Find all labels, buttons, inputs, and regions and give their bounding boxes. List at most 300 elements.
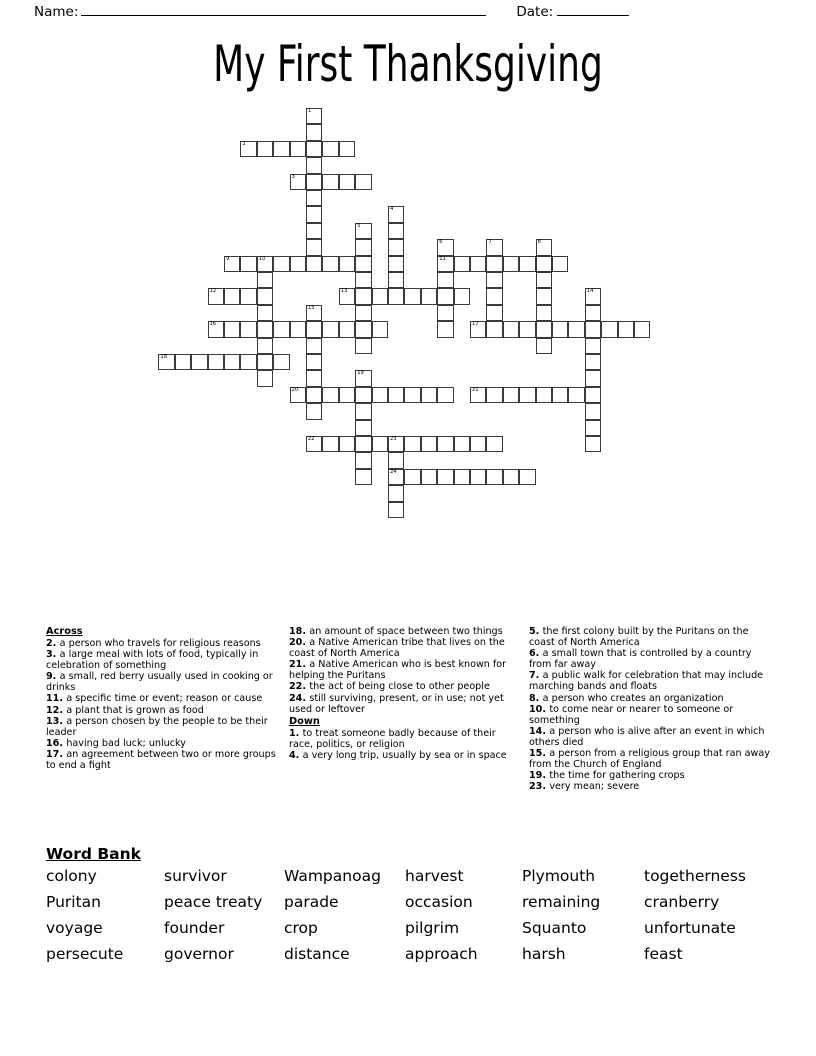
word-bank-word: Plymouth [522,867,596,885]
crossword-cell[interactable] [536,338,552,354]
crossword-cell[interactable] [421,288,437,304]
crossword-cell[interactable] [355,420,371,436]
word-bank-word: parade [284,893,339,911]
clue-item [46,671,278,693]
crossword-cell[interactable] [306,403,322,419]
word-bank-word: approach [405,945,478,963]
crossword-cell[interactable] [355,387,371,403]
crossword-cell[interactable] [290,256,306,272]
crossword-cell[interactable] [322,321,338,337]
crossword-cell[interactable] [618,321,634,337]
crossword-cell[interactable] [273,141,289,157]
clue-item [289,626,517,637]
clues-section [0,626,816,831]
crossword-cell[interactable] [585,420,601,436]
crossword-cell-number: 15 [308,304,315,311]
crossword-cell[interactable] [339,436,355,452]
clue-number: 8. [529,692,543,704]
crossword-cell[interactable] [454,288,470,304]
crossword-cell[interactable] [339,321,355,337]
crossword-cell[interactable] [519,469,535,485]
word-bank-word: governor [164,945,234,963]
crossword-cell[interactable] [536,305,552,321]
crossword-cell[interactable] [388,387,404,403]
crossword-cell[interactable] [421,469,437,485]
crossword-cell[interactable] [208,354,224,370]
word-bank-word: survivor [164,867,227,885]
across-heading: Across [46,626,83,637]
crossword-cell[interactable] [486,272,502,288]
crossword-cell[interactable] [355,305,371,321]
clue-number: 23. [529,781,550,793]
crossword-cell[interactable] [585,305,601,321]
crossword-cell[interactable] [339,256,355,272]
crossword-cell[interactable] [208,321,224,337]
crossword-cell[interactable] [388,223,404,239]
crossword-cell[interactable] [355,452,371,468]
crossword-cell-number: 9 [226,255,230,262]
crossword-cell[interactable] [585,403,601,419]
crossword-cell[interactable] [421,387,437,403]
crossword-cell[interactable] [339,387,355,403]
clue-text: to come near or nearer to someone or something [529,703,734,726]
clue-item [529,693,774,704]
clue-item [46,749,278,771]
crossword-cell[interactable] [273,256,289,272]
word-bank-word: Puritan [46,893,101,911]
clue-item [289,693,517,715]
crossword-cell[interactable] [240,288,256,304]
crossword-cell[interactable] [437,239,453,255]
clue-text: to treat someone badly because of their race, politics, or religion [289,727,496,750]
clue-item [289,750,517,761]
clue-text: the act of being close to other people [309,681,490,693]
clue-number: 16. [46,737,67,749]
word-bank-word: colony [46,867,97,885]
crossword-cell[interactable] [585,436,601,452]
clue-number: 2. [46,638,60,649]
crossword-cell[interactable] [388,436,404,452]
clues-column-2-down-body [289,728,517,761]
crossword-cell[interactable] [322,436,338,452]
clues-column-2-across-body [289,626,517,715]
crossword-cell[interactable] [355,239,371,255]
down-heading: Down [289,715,320,727]
crossword-cell[interactable] [372,436,388,452]
word-bank-word: crop [284,919,318,937]
crossword-cell[interactable] [404,469,420,485]
clue-text: a plant that is grown as food [66,704,204,716]
crossword-grid[interactable] [0,100,816,530]
crossword-cell[interactable] [290,387,306,403]
clue-text: a person who travels for religious reasons [59,638,261,649]
clue-number: 24. [289,692,310,704]
crossword-cell[interactable] [437,321,453,337]
crossword-cell[interactable] [388,288,404,304]
clue-text: a small, red berry usually used in cooking or drinks [46,671,273,694]
crossword-cell[interactable] [437,256,453,272]
word-bank-word: occasion [405,893,473,911]
crossword-cell[interactable] [355,370,371,386]
crossword-cell[interactable] [191,354,207,370]
clue-item [46,638,278,649]
clue-text: still surviving, present, or in use; not yet used or leftover [289,692,504,715]
crossword-cell[interactable] [536,387,552,403]
crossword-cell[interactable] [388,485,404,501]
clue-text: having bad luck; unlucky [66,737,186,749]
word-bank-heading: Word Bank [46,845,141,863]
clues-column-1 [46,626,278,771]
crossword-cell[interactable] [224,256,240,272]
clue-number: 1. [289,727,303,739]
crossword-cell[interactable] [536,239,552,255]
crossword-cell[interactable] [372,387,388,403]
crossword-cell[interactable] [306,387,322,403]
crossword-cell[interactable] [339,288,355,304]
crossword-cell[interactable] [536,256,552,272]
clue-text: a Native American who is best known for helping the Puritans [289,659,507,682]
crossword-cell[interactable] [257,338,273,354]
word-bank-word: feast [644,945,683,963]
crossword-cell[interactable] [503,256,519,272]
clues-column-2 [289,626,517,761]
word-bank-word: pilgrim [405,919,460,937]
word-bank-word: distance [284,945,350,963]
crossword-cell[interactable] [388,469,404,485]
name-write-line[interactable] [81,4,486,16]
crossword-cell[interactable] [454,436,470,452]
crossword-cell[interactable] [585,338,601,354]
crossword-cell[interactable] [306,305,322,321]
crossword-cell[interactable] [306,321,322,337]
crossword-cell[interactable] [486,469,502,485]
crossword-cell[interactable] [470,321,486,337]
crossword-cell[interactable] [322,174,338,190]
clue-item [529,704,774,726]
clue-text: a very long trip, usually by sea or in space [302,749,507,761]
crossword-cell[interactable] [355,223,371,239]
crossword-cell[interactable] [404,436,420,452]
crossword-cell[interactable] [306,370,322,386]
crossword-cell[interactable] [322,141,338,157]
clue-number: 18. [289,626,310,637]
clue-item [529,748,774,770]
clue-item [289,637,517,659]
crossword-cell[interactable] [208,288,224,304]
crossword-cell[interactable] [552,256,568,272]
clue-number: 13. [46,715,67,727]
clue-item [529,726,774,748]
crossword-cell[interactable] [306,124,322,140]
clue-text: an agreement between two or more groups to end a fight [46,748,276,772]
word-bank-word: founder [164,919,225,937]
clue-number: 12. [46,704,67,716]
clue-number: 9. [46,671,60,683]
crossword-cell[interactable] [437,272,453,288]
crossword-cell[interactable] [503,469,519,485]
crossword-cell[interactable] [339,174,355,190]
crossword-cell[interactable] [388,502,404,518]
crossword-cell[interactable] [585,288,601,304]
page-title: My First Thanksgiving [213,35,603,93]
word-bank-word: remaining [522,893,601,911]
crossword-cell-number: 1 [308,108,312,114]
crossword-cell[interactable] [388,272,404,288]
clue-number: 6. [529,648,543,660]
crossword-cell[interactable] [355,272,371,288]
crossword-cell-number: 23 [390,436,397,442]
crossword-cell-number: 21 [472,386,479,393]
word-bank-word: togetherness [644,867,746,885]
clue-text: a small town that is controlled by a country from far away [529,648,752,671]
crossword-cell[interactable] [290,321,306,337]
clue-item [289,659,517,681]
clue-item [529,770,774,781]
clue-number: 17. [46,748,67,760]
clue-number: 4. [289,749,303,761]
crossword-cell[interactable] [372,288,388,304]
crossword-cell[interactable] [519,321,535,337]
crossword-cell[interactable] [355,338,371,354]
crossword-cell[interactable] [437,305,453,321]
clue-item [529,648,774,670]
clue-item [46,716,278,738]
word-bank-word: harvest [405,867,464,885]
clues-column-3 [529,626,774,792]
word-bank-word: cranberry [644,893,720,911]
word-bank-word: persecute [46,945,124,963]
crossword-cell[interactable] [470,469,486,485]
word-bank [46,845,776,964]
crossword-cell-number: 13 [340,288,348,295]
crossword-cell[interactable] [322,256,338,272]
crossword-cell[interactable] [536,288,552,304]
crossword-cell[interactable] [470,387,486,403]
crossword-cell-number: 22 [308,436,315,442]
crossword-cell[interactable] [306,190,322,206]
clue-number: 3. [46,649,60,661]
clue-number: 7. [529,670,543,682]
crossword-cell[interactable] [290,174,306,190]
date-label: Date: [516,4,554,20]
crossword-cell[interactable] [568,321,584,337]
clue-text: a public walk for celebration that may include marching bands and floats [529,670,764,693]
clue-item [46,705,278,716]
crossword-cell[interactable] [486,305,502,321]
crossword-cell[interactable] [421,436,437,452]
crossword-cell[interactable] [486,321,502,337]
crossword-cell[interactable] [240,141,256,157]
crossword-cell[interactable] [388,452,404,468]
date-write-line[interactable] [557,4,629,16]
crossword-cell[interactable] [355,403,371,419]
crossword-cell[interactable] [585,370,601,386]
clue-text: very mean; severe [549,781,640,793]
crossword-cell[interactable] [306,256,322,272]
crossword-cell[interactable] [486,239,502,255]
crossword-cell[interactable] [355,288,371,304]
crossword-cell[interactable] [437,387,453,403]
clue-text: the first colony built by the Puritans on the coast of North America [529,626,749,649]
crossword-cell[interactable] [306,108,322,124]
crossword-cell[interactable] [273,354,289,370]
crossword-cell[interactable] [552,387,568,403]
crossword-cell[interactable] [536,321,552,337]
crossword-cell[interactable] [257,288,273,304]
crossword-cell-number: 17 [472,321,479,328]
crossword-cell[interactable] [404,288,420,304]
clue-number: 21. [289,659,310,671]
crossword-cell-number: 24 [390,468,397,475]
crossword-cell-number: 5 [357,222,361,229]
clue-number: 5. [529,626,543,637]
crossword-cell[interactable] [388,256,404,272]
crossword-cell[interactable] [568,387,584,403]
crossword-cell[interactable] [503,387,519,403]
crossword-cell[interactable] [404,387,420,403]
clue-text: a person who creates an organization [542,692,724,704]
crossword-cell[interactable] [437,469,453,485]
crossword-cell[interactable] [257,272,273,288]
crossword-cell[interactable] [290,141,306,157]
word-bank-word: unfortunate [644,919,736,937]
crossword-cell[interactable] [224,354,240,370]
crossword-cell[interactable] [372,321,388,337]
crossword-cell[interactable] [486,387,502,403]
word-bank-word: peace treaty [164,893,263,911]
crossword-cell[interactable] [486,256,502,272]
clue-text: a person chosen by the people to be their leader [46,715,268,738]
clue-number: 10. [529,703,550,715]
clue-item [529,626,774,648]
crossword-cell[interactable] [470,256,486,272]
clue-number: 22. [289,681,310,693]
crossword-cell[interactable] [240,256,256,272]
crossword-cell[interactable] [601,321,617,337]
name-label: Name: [34,4,79,20]
clue-text: a person from a religious group that ran away from the Church of England [529,748,770,771]
crossword-cell[interactable] [306,338,322,354]
crossword-cell[interactable] [257,256,273,272]
crossword-cell[interactable] [306,354,322,370]
crossword-cell[interactable] [634,321,650,337]
clue-number: 15. [529,748,550,760]
crossword-cell[interactable] [273,321,289,337]
crossword-cell[interactable] [519,256,535,272]
clue-item [529,781,774,792]
crossword-cell[interactable] [519,387,535,403]
crossword-cell-number: 12 [209,288,217,295]
crossword-cell[interactable] [355,174,371,190]
crossword-cell[interactable] [437,288,453,304]
clue-text: a Native American tribe that lives on the coast of North America [289,637,505,660]
crossword-cell[interactable] [224,288,240,304]
clue-item [46,738,278,749]
crossword-cell[interactable] [552,321,568,337]
crossword-cell[interactable] [257,321,273,337]
crossword-cell[interactable] [306,223,322,239]
crossword-cell[interactable] [454,256,470,272]
crossword-cell[interactable] [454,469,470,485]
crossword-cell-number: 16 [209,321,217,328]
crossword-cell[interactable] [470,436,486,452]
crossword-cell[interactable] [257,370,273,386]
crossword-cell[interactable] [306,141,322,157]
crossword-cell-number: 19 [357,370,364,377]
crossword-cell[interactable] [306,206,322,222]
clue-number: 11. [46,693,67,705]
crossword-cell-number: 6 [439,239,443,246]
crossword-cell[interactable] [355,469,371,485]
crossword-cell[interactable] [257,354,273,370]
crossword-cell[interactable] [585,354,601,370]
crossword-cell-number: 18 [160,354,167,360]
crossword-cell-number: 7 [488,239,492,246]
clues-column-3-body [529,626,774,792]
crossword-cell[interactable] [158,354,174,370]
clue-item [46,693,278,704]
crossword-cell[interactable] [306,436,322,452]
crossword-cell[interactable] [322,387,338,403]
crossword-cell[interactable] [306,157,322,173]
crossword-cell[interactable] [585,387,601,403]
crossword-cell-number: 2 [242,140,246,147]
crossword-cell-number: 11 [439,255,446,262]
word-bank-word: Wampanoag [284,867,381,885]
crossword-cell[interactable] [175,354,191,370]
crossword-cell[interactable] [257,305,273,321]
crossword-cell[interactable] [388,239,404,255]
crossword-cell[interactable] [355,256,371,272]
word-bank-word: voyage [46,919,103,937]
crossword-cell[interactable] [503,321,519,337]
word-bank-word: Squanto [522,919,587,937]
crossword-cell-number: 10 [258,255,266,262]
crossword-cell[interactable] [306,174,322,190]
clue-text: a large meal with lots of food, typically in celebration of something [46,649,259,672]
crossword-cell[interactable] [224,321,240,337]
crossword-cell-number: 8 [537,239,541,246]
word-bank-list [46,867,776,964]
crossword-cell[interactable] [339,141,355,157]
word-bank-word: harsh [522,945,566,963]
crossword-cell-number: 3 [291,173,295,180]
crossword-cell[interactable] [486,288,502,304]
crossword-cell[interactable] [240,354,256,370]
crossword-cell-number: 4 [390,206,394,213]
crossword-cell[interactable] [306,239,322,255]
clue-number: 20. [289,637,310,649]
clue-item [529,670,774,692]
crossword-cell[interactable] [355,321,371,337]
crossword-cell[interactable] [257,141,273,157]
clue-text: a specific time or event; reason or cause [66,693,263,705]
clue-text: an amount of space between two things [309,626,503,637]
crossword-cell-number: 20 [291,386,299,393]
crossword-cell-number: 14 [586,288,594,295]
crossword-cell[interactable] [388,206,404,222]
clue-item [289,728,517,750]
crossword-cell[interactable] [437,436,453,452]
name-date-row [34,4,782,26]
crossword-cell[interactable] [486,436,502,452]
crossword-cell[interactable] [355,436,371,452]
clues-column-1-body [46,638,278,771]
crossword-cell[interactable] [585,321,601,337]
clue-item [289,681,517,692]
crossword-cell[interactable] [240,321,256,337]
crossword-cell[interactable] [536,272,552,288]
